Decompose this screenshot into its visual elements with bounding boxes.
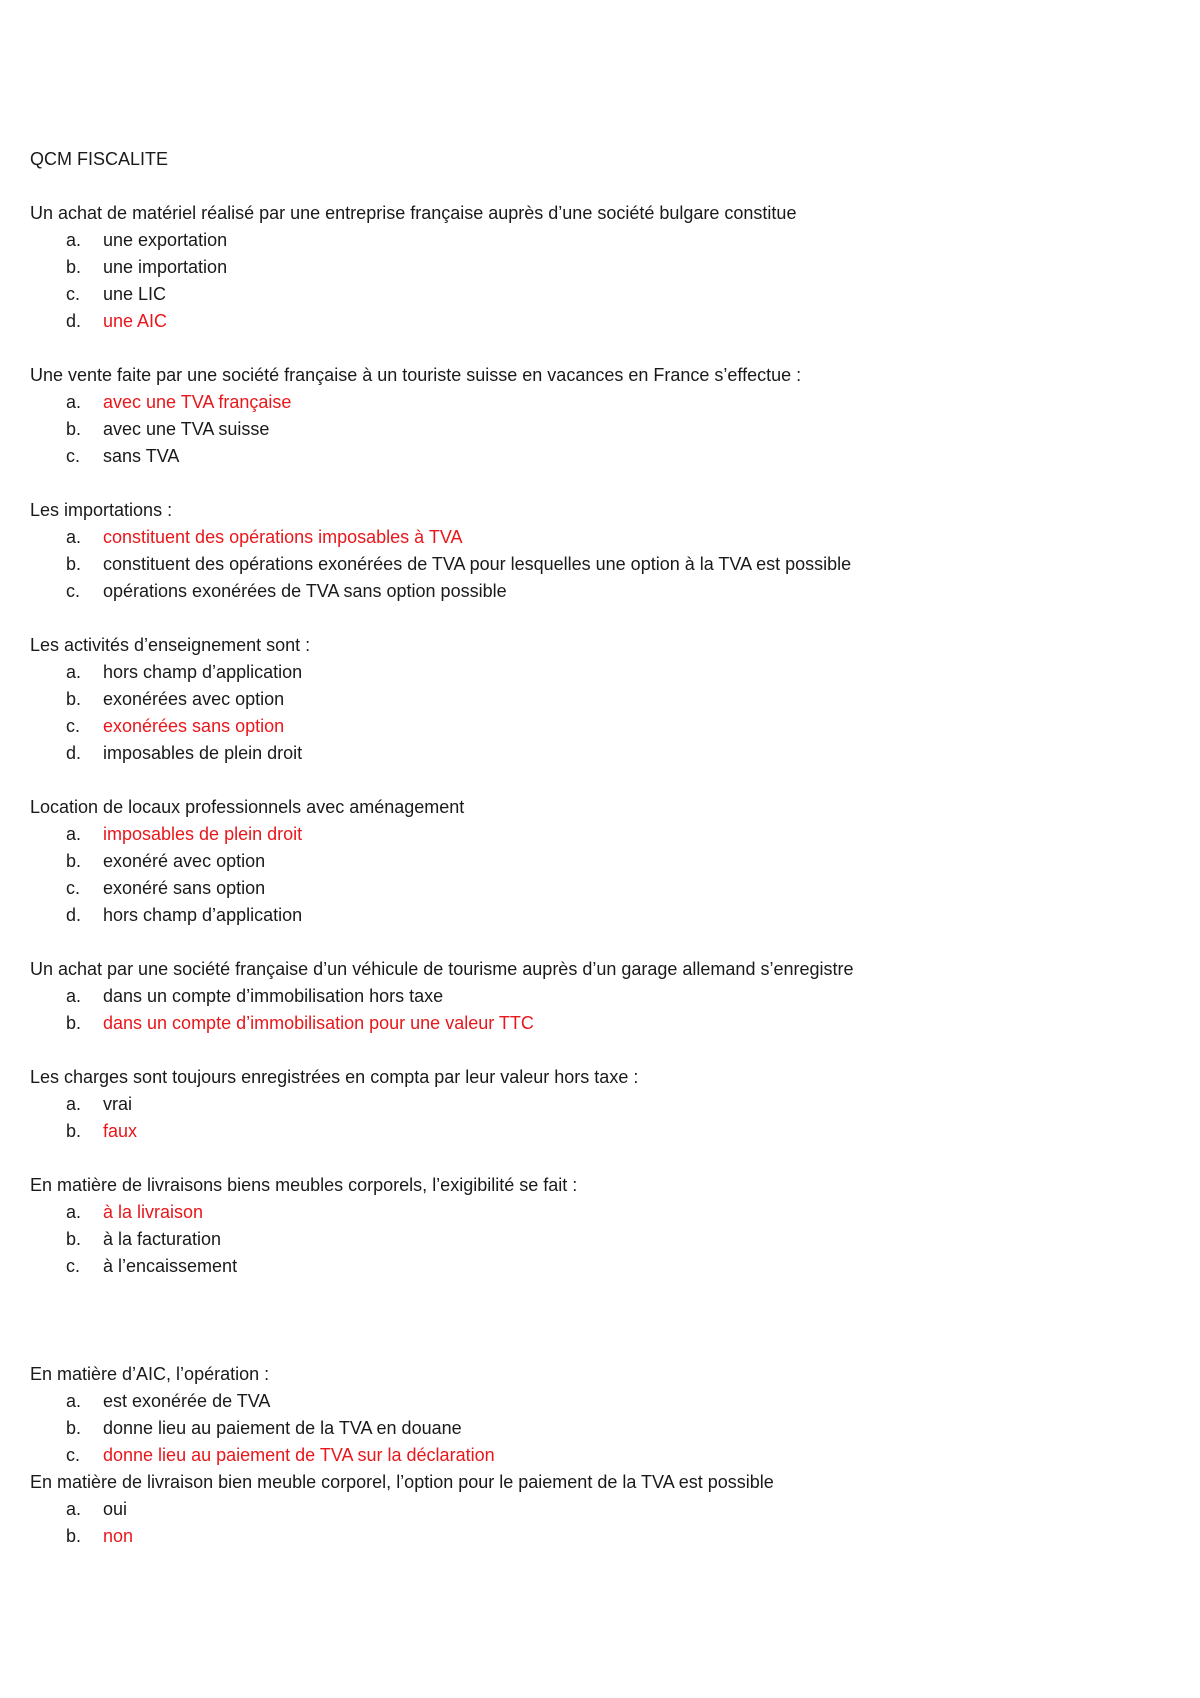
question-block <box>30 200 1170 335</box>
option-item-correct <box>30 1010 1170 1037</box>
option-text: imposables de plein droit <box>103 743 303 763</box>
option-item <box>30 578 1170 605</box>
option-letter: b. <box>66 1526 82 1546</box>
option-letter: d. <box>66 905 82 925</box>
question-text: En matière d’AIC, l’opération : <box>30 1364 270 1384</box>
option-text: une exportation <box>103 230 228 250</box>
question-text: Une vente faite par une société française à un touriste suisse en vacances en France s’effectue : <box>30 365 802 385</box>
option-text: exonéré sans option <box>103 878 266 898</box>
option-list <box>30 821 1170 929</box>
option-item <box>30 848 1170 875</box>
question-block <box>30 1361 1170 1469</box>
option-letter: b. <box>66 554 82 574</box>
option-letter: a. <box>66 662 82 682</box>
question-text: En matière de livraison bien meuble corporel, l’option pour le paiement de la TVA est possible <box>30 1472 774 1492</box>
option-item-correct <box>30 1199 1170 1226</box>
option-text: hors champ d’application <box>103 662 303 682</box>
option-item-correct <box>30 1523 1170 1550</box>
option-text: à l’encaissement <box>103 1256 238 1276</box>
option-letter: c. <box>66 446 81 466</box>
option-letter: c. <box>66 878 81 898</box>
option-letter: b. <box>66 1229 82 1249</box>
option-text: hors champ d’application <box>103 905 303 925</box>
option-list <box>30 983 1170 1037</box>
option-item-correct <box>30 389 1170 416</box>
option-item-correct <box>30 308 1170 335</box>
option-text: constituent des opérations imposables à TVA <box>103 527 463 547</box>
option-text: exonéré avec option <box>103 851 266 871</box>
option-letter: d. <box>66 743 82 763</box>
question-block <box>30 632 1170 767</box>
option-letter: c. <box>66 1445 81 1465</box>
question-block <box>30 956 1170 1037</box>
option-letter: b. <box>66 257 82 277</box>
option-text: donne lieu au paiement de TVA sur la déclaration <box>103 1445 495 1465</box>
option-text: exonérées avec option <box>103 689 285 709</box>
option-text: dans un compte d’immobilisation hors taxe <box>103 986 444 1006</box>
option-item <box>30 254 1170 281</box>
option-item-correct <box>30 713 1170 740</box>
option-letter: b. <box>66 851 82 871</box>
option-item <box>30 281 1170 308</box>
option-letter: a. <box>66 230 82 250</box>
question-block <box>30 1469 1170 1550</box>
option-text: est exonérée de TVA <box>103 1391 271 1411</box>
option-item <box>30 875 1170 902</box>
option-item <box>30 983 1170 1010</box>
option-list <box>30 1496 1170 1550</box>
option-item <box>30 1226 1170 1253</box>
option-letter: b. <box>66 689 82 709</box>
option-item <box>30 902 1170 929</box>
option-list <box>30 524 1170 605</box>
option-text: une importation <box>103 257 228 277</box>
option-list <box>30 659 1170 767</box>
option-letter: a. <box>66 986 82 1006</box>
option-item <box>30 659 1170 686</box>
option-text: sans TVA <box>103 446 180 466</box>
option-item <box>30 1496 1170 1523</box>
option-item-correct <box>30 1442 1170 1469</box>
option-letter: a. <box>66 1202 82 1222</box>
option-item <box>30 443 1170 470</box>
option-item <box>30 227 1170 254</box>
option-list <box>30 389 1170 470</box>
option-text: avec une TVA française <box>103 392 292 412</box>
option-text: avec une TVA suisse <box>103 419 270 439</box>
option-item-correct <box>30 524 1170 551</box>
option-item <box>30 1388 1170 1415</box>
document-page <box>30 146 1170 1577</box>
option-list <box>30 227 1170 335</box>
option-text: dans un compte d’immobilisation pour une valeur TTC <box>103 1013 534 1033</box>
option-text: vrai <box>103 1094 133 1114</box>
option-letter: c. <box>66 284 81 304</box>
question-block <box>30 1064 1170 1145</box>
option-letter: b. <box>66 1121 82 1141</box>
question-text: En matière de livraisons biens meubles corporels, l’exigibilité se fait : <box>30 1175 578 1195</box>
option-item <box>30 1415 1170 1442</box>
option-item <box>30 1253 1170 1280</box>
option-text: exonérées sans option <box>103 716 285 736</box>
option-item-correct <box>30 821 1170 848</box>
question-text: Un achat de matériel réalisé par une entreprise française auprès d’une société bulgare constitue <box>30 203 797 223</box>
question-block <box>30 1172 1170 1280</box>
option-letter: b. <box>66 1013 82 1033</box>
option-text: opérations exonérées de TVA sans option possible <box>103 581 507 601</box>
option-letter: b. <box>66 419 82 439</box>
question-text: Les charges sont toujours enregistrées en compta par leur valeur hors taxe : <box>30 1067 639 1087</box>
question-text: Les activités d’enseignement sont : <box>30 635 311 655</box>
option-text: non <box>103 1526 134 1546</box>
question-block <box>30 362 1170 470</box>
option-text: donne lieu au paiement de la TVA en douane <box>103 1418 462 1438</box>
question-text: Les importations : <box>30 500 173 520</box>
option-letter: a. <box>66 527 82 547</box>
option-item <box>30 740 1170 767</box>
option-item <box>30 1091 1170 1118</box>
option-list <box>30 1091 1170 1145</box>
question-block <box>30 794 1170 929</box>
option-text: faux <box>103 1121 138 1141</box>
option-text: à la facturation <box>103 1229 222 1249</box>
option-text: constituent des opérations exonérées de TVA pour lesquelles une option à la TVA est possible <box>103 554 852 574</box>
option-item <box>30 416 1170 443</box>
option-text: une LIC <box>103 284 167 304</box>
option-letter: a. <box>66 1391 82 1411</box>
question-text: Location de locaux professionnels avec aménagement <box>30 797 465 817</box>
option-text: une AIC <box>103 311 168 331</box>
option-list <box>30 1388 1170 1469</box>
option-item <box>30 686 1170 713</box>
option-text: à la livraison <box>103 1202 204 1222</box>
option-letter: c. <box>66 581 81 601</box>
option-item <box>30 551 1170 578</box>
option-text: oui <box>103 1499 128 1519</box>
question-text: Un achat par une société française d’un véhicule de tourisme auprès d’un garage allemand s’enregistre <box>30 959 854 979</box>
option-letter: d. <box>66 311 82 331</box>
option-item-correct <box>30 1118 1170 1145</box>
option-letter: b. <box>66 1418 82 1438</box>
option-letter: c. <box>66 1256 81 1276</box>
option-letter: a. <box>66 824 82 844</box>
option-list <box>30 1199 1170 1280</box>
option-text: imposables de plein droit <box>103 824 303 844</box>
option-letter: a. <box>66 1094 82 1114</box>
document-title: QCM FISCALITE <box>30 149 169 169</box>
option-letter: c. <box>66 716 81 736</box>
option-letter: a. <box>66 392 82 412</box>
option-letter: a. <box>66 1499 82 1519</box>
question-block <box>30 497 1170 605</box>
